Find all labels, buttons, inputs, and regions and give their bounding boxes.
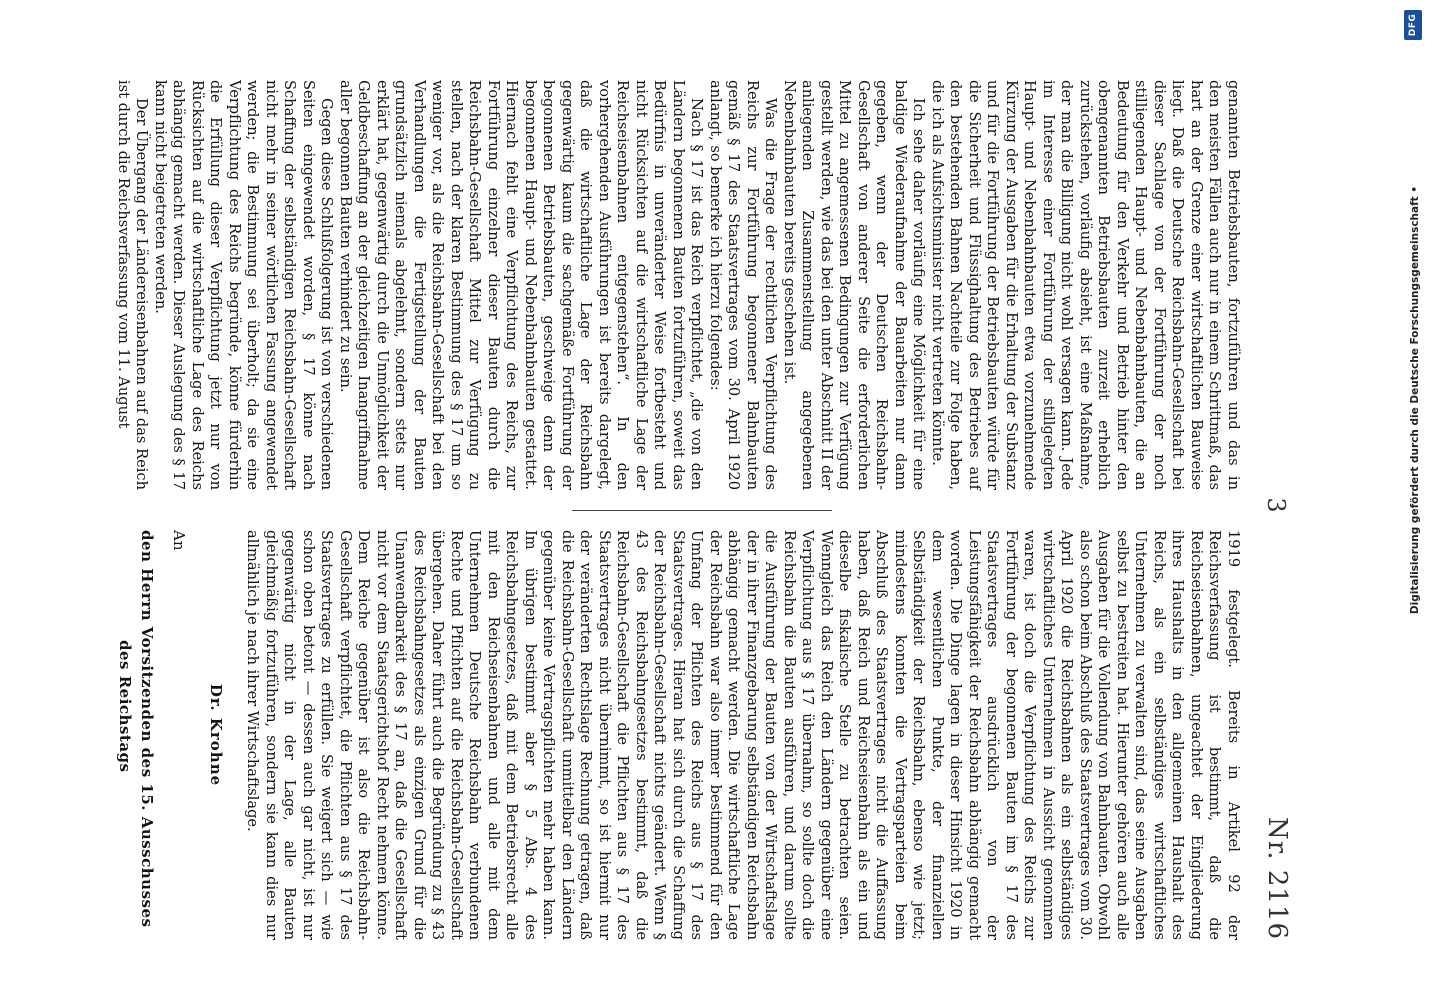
digitization-credit-sidebar <box>1400 8 1430 1000</box>
address-line: des Reichstags <box>116 640 134 773</box>
address-salutation: An <box>170 530 189 551</box>
address-line: den Herrn Vorsitzenden des 15. Ausschusses <box>138 530 156 928</box>
document-number: Nr. 2116 <box>1262 816 1292 940</box>
paragraph: Was die Frage der rechtlichen Verpflichtung des Reichs zur Fortführung begonnener Bahnbauten gemäß § 17 des Staatsvertrages vom 30. April 1920 anlangt, so bemerke ich hierzu folgendes: <box>707 80 780 490</box>
left-text-column <box>114 80 1243 490</box>
signature: Dr. Krohne <box>207 683 225 787</box>
paragraph: Der Übergang der Ländereisenbahnen auf das Reich ist durch die Reichsverfassung vom 11. August <box>115 80 151 490</box>
paragraph: Ich sehe daher vorläufig eine Möglichkeit für eine baldige Wiederaufnahme der Bauarbeiten nur dann gegeben, wenn der Deutschen Reichsbahn-Gesellschaft von anderer Seite die erforderlichen Mittel zu angemessenen Bedingungen zur Verfügung gestellt werden, wie das bei den unter Abschnitt II der anliegenden Zusammenstellung angegebenen Nebenbahnbauten bereits geschehen ist. <box>781 80 928 490</box>
right-text-column <box>114 530 1242 940</box>
paragraph: Nach § 17 ist das Reich verpflichtet, „die von den Ländern begonnenen Bauten fortzuführen, soweit das Bedürfnis in unveränderter Weise fortbesteht und nicht Rücksichten auf die wirtschaftliche Lage der Reichseisenbahnen entgegenstehen“. In den vorhergehenden Ausführungen ist bereits dargelegt, daß die wirtschaftliche Lage der Reichsbahn gegenwärtig kaum die sachgemäße Fortführung der begonnenen Betriebsbauten, geschweige denn der begonnenen Haupt- und Nebenbahnbauten gestattet. Hiernach fehlt eine Verpflichtung des Reichs, zur Fortführung einzelner dieser Bauten durch die Reichsbahn-Gesellschaft Mittel zur Verfügung zu stellen, nach der klaren Bestimmung des § 17 um so weniger vor, als die Reichsbahn-Gesellschaft bei den Verhandlungen die Fertigstellung der Bauten grundsätzlich niemals abgelehnt, sondern stets nur erklärt hat, gegenwärtig durch die Unmöglichkeit der Geldbeschaffung an der gleichzeitigen Inangriffnahme aller begonnen Bauten verhindert zu sein. <box>337 80 706 490</box>
dfg-logo-text: DFG <box>1408 13 1418 37</box>
rotated-document-page <box>115 80 1292 940</box>
dfg-logo <box>1404 10 1422 40</box>
page-number: 3 <box>1262 497 1290 513</box>
address-recipient <box>114 530 158 940</box>
paragraph: genannten Betriebsbauten, fortzuführen und das in den meisten Fällen auch nur in einem Schrittmaß, das hart an der Grenze einer wirtschaftlichen Bauweise liegt. Daß die Deutsche Reichsbahn-Gesellschaft bei dieser Sachlage von der Fortführung der noch stilliegenden Haupt- und Nebenbahnbauten, die an Bedeutung für den Verkehr und Betrieb hinter den obengenannten Betriebsbauten zurzeit erheblich zurückstehen, vorläufig absieht, ist eine Maßnahme, der man die Billigung nicht wohl versagen kann. Jede im Interesse einer Fortführung der stillgelegten Haupt- und Nebenbahnbauten etwa vorzunehmende Kürzung der Ausgaben für die Erhaltung der Substanz und für die Fortführung der Betriebsbauten würde für die Sicherheit und Flüssighaltung des Betriebes auf den bestehenden Bahnen Nachteile zur Folge haben, die ich als Aufsichtsminister nicht vertreten könnte. <box>929 80 1242 490</box>
column-divider <box>572 510 832 511</box>
page-header <box>1252 80 1292 940</box>
paragraph: Gegen diese Schlußfolgerung ist von verschiedenen Seiten eingewendet worden, § 17 könne nach Schaffung der selbständigen Reichsbahn-Gesellschaft nicht mehr in seiner wörtlichen Fassung angewendet werden; die Bestimmung sei überholt; da sie eine Verpflichtung des Reichs begründe, könne fürderhin die Erfüllung dieser Verpflichtung jetzt nur von Rücksichten auf die wirtschaftliche Lage des Reichs abhängig gemacht werden. Dieser Auslegung des § 17 kann nicht beigetreten werden. <box>152 80 336 490</box>
digitization-credit: Digitalisierung gefördert durch die Deutsche Forschungsgemeinschaft • <box>1409 185 1421 615</box>
paragraph: 1919 festgelegt. Bereits in Artikel 92 der Reichsverfassung ist bestimmt, daß die Reichseisenbahnen, ungeachtet der Eingliederung ihres Haushalts in den allgemeinen Haushalt des Reichs, als ein selbständiges wirtschaftliches Unternehmen zu verwalten sind, das seine Ausgaben selbst zu bestreiten hat. Hierunter gehören auch alle Ausgaben für die Vollendung von Bahnbauten. Obwohl also schon beim Abschluß des Staatsvertrages vom 30. April 1920 die Reichsbahnen als ein selbständiges wirtschaftliches Unternehmen in Aussicht genommen waren, ist doch die Verpflichtung des Reichs zur Fortführung der begonnenen Bauten im § 17 des Staatsvertrages ausdrücklich von der Leistungsfähigkeit der Reichsbahn abhängig gemacht worden. Die Dinge lagen in dieser Hinsicht 1920 in dem wesentlichen Punkte, der finanziellen Selbständigkeit der Reichsbahn, ebenso wie jetzt; mindestens konnten die Vertragsparteien beim Abschluß des Staatsvertrages nicht die Auffassung haben, daß Reich und Reichseisenbahn als ein und dieselbe fiskalische Stelle zu betrachten seien. Wenngleich das Reich den Ländern gegenüber eine Verpflichtung aus § 17 übernahm, so sollte doch die Reichsbahn die Bauten ausführen, und darum sollte die Ausführung der Bauten von der Wirtschaftslage der in ihrer Finanzgebarung selbständigen Reichsbahn abhängig gemacht werden. Die wirtschaftliche Lage der Reichsbahn war also immer bestimmend für den Umfang der Pflichten des Reichs aus § 17 des Staatsvertrages. Hieran hat sich durch die Schaffung der Reichsbahn-Gesellschaft nichts geändert. Wenn § 43 des Reichsbahngesetzes bestimmt, daß die Reichsbahn-Gesellschaft die Pflichten aus § 17 des Staatsvertrages nicht übernimmt, so ist hiermit nur der veränderten Rechtslage Rechnung getragen, daß die Reichsbahn-Gesellschaft unmittelbar den Ländern gegenüber keine Vertragspflichten mehr haben kann. Im übrigen bestimmt aber § 5 Abs. 4 des Reichsbahngesetzes, daß mit dem Betriebsrecht alle mit den Reichseisenbahnen und alle mit dem Unternehmen Deutsche Reichsbahn verbundenen Rechte und Pflichten auf die Reichsbahn-Gesellschaft übergehen. Daher führt auch die Begründung zu § 43 des Reichsbahngesetzes als einzigen Grund für die Unanwendbarkeit des § 17 an, daß die Gesellschaft nicht vor dem Staatsgerichtshof Recht nehmen könne. Dem Reiche gegenüber ist also die Reichsbahn-Gesellschaft verpflichtet, die Pflichten aus § 17 des Staatsvertrages zu erfüllen. Sie weigert sich — wie schon oben betont — dessen auch gar nicht, ist nur gegenwärtig nicht in der Lage, alle Bauten gleichmäßig fortzuführen, sondern sie kann dies nur allmählich je nach ihrer Wirtschaftslage. <box>244 530 1242 940</box>
